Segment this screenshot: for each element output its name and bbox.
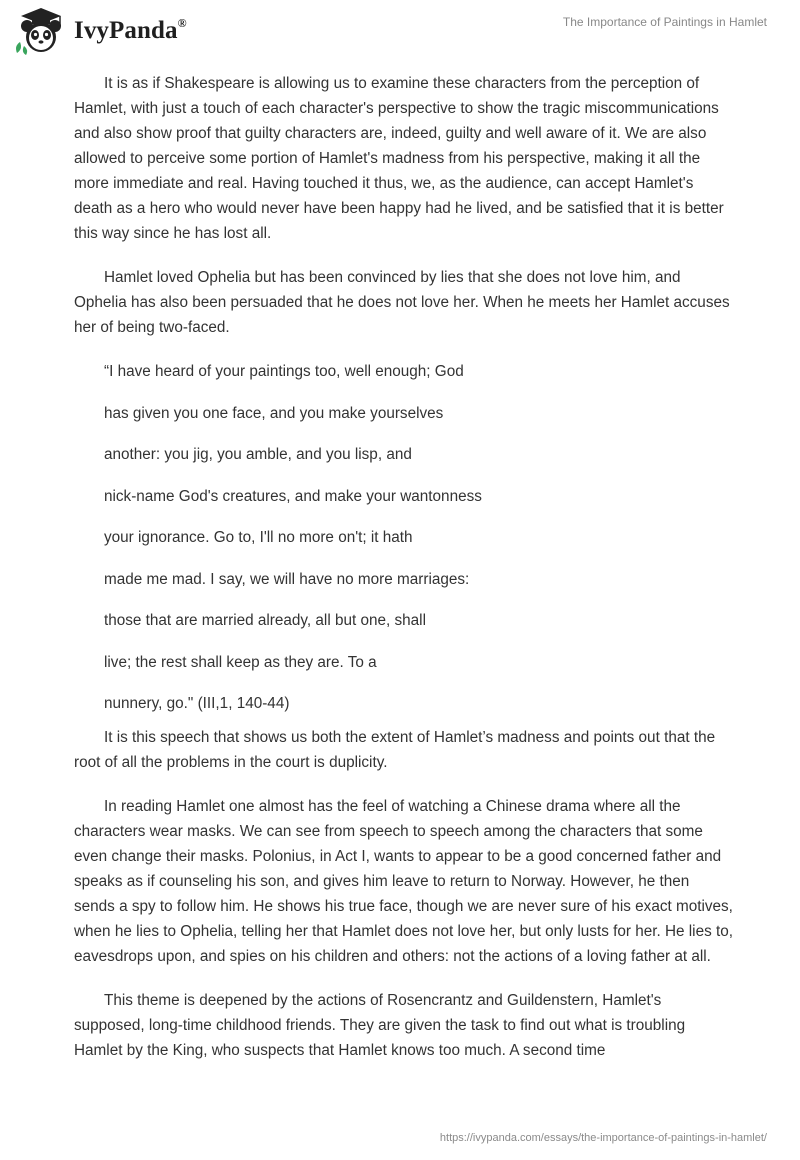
- page-header: [0, 0, 800, 70]
- quote-line: those that are married already, all but one, shall: [104, 612, 426, 629]
- quote-line: your ignorance. Go to, I'll no more on't; it hath: [104, 529, 413, 546]
- panda-logo-icon: [12, 6, 70, 56]
- quote-line: made me mad. I say, we will have no more marriages:: [104, 570, 470, 588]
- brand-name: IvyPanda®: [74, 15, 187, 44]
- paragraph: It is as if Shakespeare is allowing us to examine these characters from the perception of Hamlet, with just a touch of each character's perspective to show the tragic miscommunications and also show proof that guilty characters are, indeed, guilty and well aware of it. We are also allowed to perceive some portion of Hamlet's madness from his perspective, making it all the more immediate and real. Having touched it thus, we, as the audience, can accept Hamlet's death as a hero who would never have been happy had he lived, and be satisfied that it is better this way since he has lost all.: [74, 75, 724, 242]
- quote-line: nick-name God's creatures, and make your wantonness: [104, 487, 482, 505]
- ivypanda-logo[interactable]: [12, 6, 187, 56]
- quote-line: “I have heard of your paintings too, well enough; God: [104, 363, 464, 380]
- paragraph: In reading Hamlet one almost has the feel of watching a Chinese drama where all the characters wear masks. We can see from speech to speech among the characters that some even change their masks. Polonius, in Act I, wants to appear to be a good concerned father and speaks as if counseling his son, and gives him leave to return to Norway. However, he then sends a spy to follow him. He shows his true face, though we are never sure of his exact motives, when he lies to Ophelia, telling her that Hamlet does not love her, but only lusts for her. He lies to, eavesdrops upon, and spies on his children and others: not the actions of a loving father at all.: [74, 798, 733, 965]
- source-url[interactable]: https://ivypanda.com/essays/the-importance-of-paintings-in-hamlet/: [439, 1132, 767, 1144]
- document-title: The Importance of Paintings in Hamlet: [562, 15, 767, 29]
- essay-body: [74, 70, 734, 1082]
- block-quote: [74, 359, 734, 725]
- quote-line: another: you jig, you amble, and you lisp, and: [104, 446, 412, 463]
- paragraph: Hamlet loved Ophelia but has been convinced by lies that she does not love him, and Ophelia has also been persuaded that he does not love her. When he meets her Hamlet accuses her of being two-faced.: [74, 269, 730, 336]
- quote-line: nunnery, go." (III,1, 140-44): [104, 695, 290, 712]
- paragraph: This theme is deepened by the actions of Rosencrantz and Guildenstern, Hamlet's supposed, long-time childhood friends. They are given the task to find out what is troubling Hamlet by the King, who suspects that Hamlet knows too much. A second time: [74, 992, 686, 1059]
- quote-line: live; the rest shall keep as they are. To a: [104, 653, 377, 671]
- quote-line: has given you one face, and you make yourselves: [104, 404, 444, 422]
- paragraph: It is this speech that shows us both the extent of Hamlet’s madness and points out that the root of all the problems in the court is duplicity.: [74, 729, 716, 771]
